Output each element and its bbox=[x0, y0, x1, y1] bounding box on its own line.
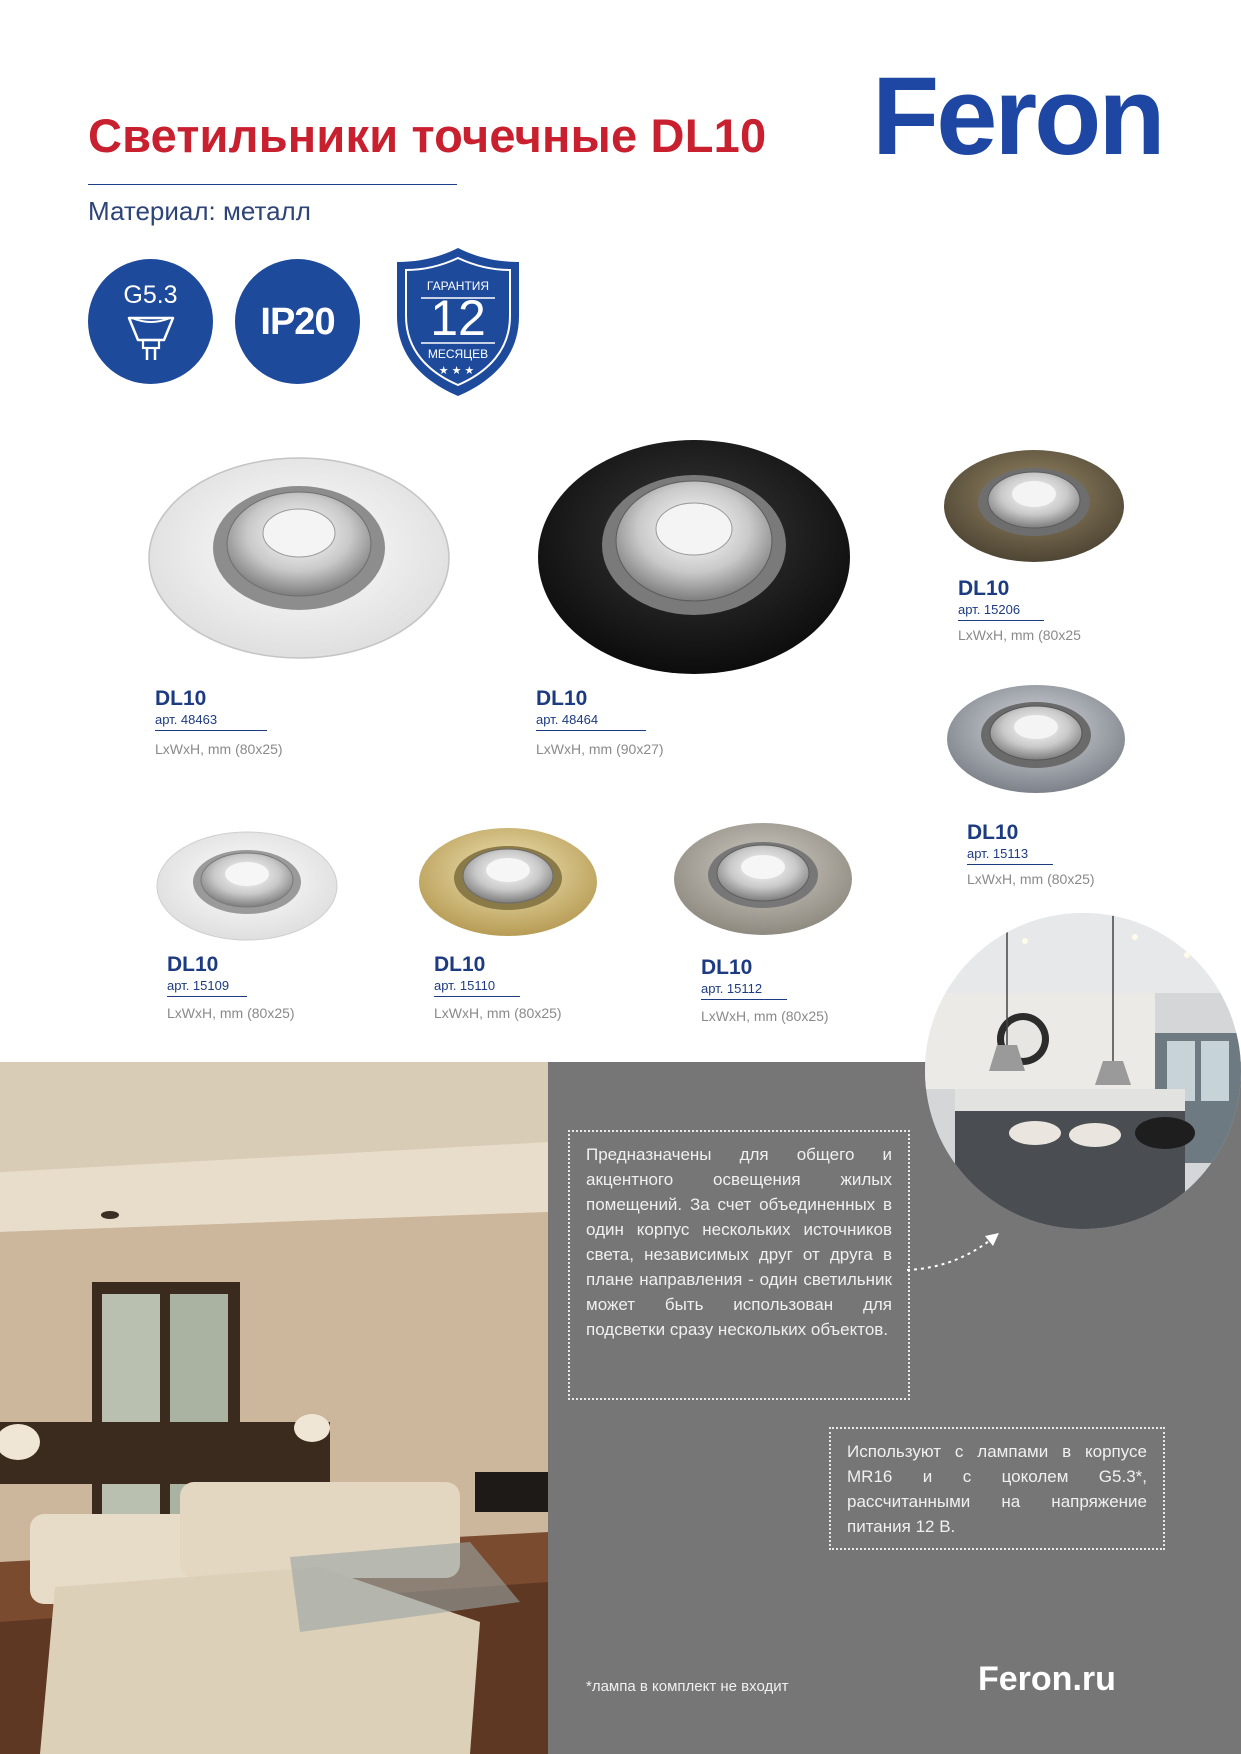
product-card bbox=[155, 688, 283, 757]
product-name: DL10 bbox=[434, 953, 486, 976]
warranty-stars: ★★★ bbox=[438, 365, 478, 377]
product-card bbox=[958, 578, 1081, 643]
product-dimensions: LxWxH, mm (80x25) bbox=[167, 1005, 295, 1021]
ip-rating-label: IP20 bbox=[260, 301, 335, 343]
warranty-months: 12 bbox=[430, 290, 486, 346]
kitchen-photo bbox=[925, 913, 1241, 1229]
ip-rating-badge bbox=[235, 259, 360, 384]
product-article: арт. 15206 bbox=[958, 602, 1044, 621]
warranty-label: ГАРАНТИЯ bbox=[426, 279, 490, 293]
product-article: арт. 15109 bbox=[167, 978, 247, 997]
lamp-requirements: Используют с лампами в корпусе MR16 и с цоколем G5.3*, рассчитанными на напряжение питания 12 В. bbox=[829, 1427, 1165, 1550]
material-label: Материал: металл bbox=[88, 196, 311, 226]
product-dimensions: LxWxH, mm (80x25 bbox=[958, 627, 1081, 643]
page-title: Светильники точечные DL10 bbox=[88, 109, 767, 162]
product-dimensions: LxWxH, mm (80x25) bbox=[701, 1008, 829, 1024]
fixture-bronze-small bbox=[942, 448, 1127, 566]
product-dimensions: LxWxH, mm (80x25) bbox=[155, 741, 283, 757]
product-article: арт. 15112 bbox=[701, 981, 787, 1000]
fixture-gold-small bbox=[417, 825, 599, 939]
product-name: DL10 bbox=[155, 687, 207, 710]
pointer-arrow-icon bbox=[905, 1228, 1005, 1278]
product-article: арт. 48463 bbox=[155, 712, 267, 731]
product-name: DL10 bbox=[167, 953, 219, 976]
product-article: арт. 15110 bbox=[434, 978, 520, 997]
product-card bbox=[434, 954, 562, 1021]
product-name: DL10 bbox=[958, 577, 1010, 600]
socket-badge bbox=[88, 259, 213, 384]
product-name: DL10 bbox=[536, 687, 588, 710]
warranty-unit: МЕСЯЦЕВ bbox=[427, 347, 489, 361]
fixture-white-large bbox=[146, 448, 453, 680]
product-card bbox=[967, 822, 1095, 887]
product-name: DL10 bbox=[701, 956, 753, 979]
product-article: арт. 48464 bbox=[536, 712, 646, 731]
brand-logo: Feron bbox=[872, 55, 1163, 178]
fixture-chrome-small bbox=[945, 683, 1128, 795]
warranty-badge bbox=[393, 246, 523, 398]
living-room-photo bbox=[0, 1062, 548, 1754]
product-dimensions: LxWxH, mm (90x27) bbox=[536, 741, 664, 757]
product-card bbox=[167, 954, 295, 1021]
product-name: DL10 bbox=[967, 821, 1019, 844]
website-link[interactable]: Feron.ru bbox=[978, 1660, 1116, 1698]
product-card bbox=[701, 957, 829, 1024]
socket-label: G5.3 bbox=[123, 281, 178, 309]
fixture-white-small bbox=[155, 829, 339, 943]
purpose-description: Предназначены для общего и акцентного освещения жилых помещений. За счет объединенных в один корпус нескольких источников света, независимых друг от друга в плане направления - один светильник может быть использован для подсветки сразу нескольких объектов. bbox=[568, 1130, 910, 1400]
mr16-lamp-icon bbox=[126, 314, 176, 370]
title-underline bbox=[88, 184, 457, 185]
product-article: арт. 15113 bbox=[967, 846, 1053, 865]
product-card bbox=[536, 688, 664, 757]
product-dimensions: LxWxH, mm (80x25) bbox=[434, 1005, 562, 1021]
fixture-satin-chrome-small bbox=[672, 820, 854, 938]
footnote: *лампа в комплект не входит bbox=[586, 1678, 789, 1695]
fixture-black-large bbox=[537, 437, 852, 677]
product-dimensions: LxWxH, mm (80x25) bbox=[967, 871, 1095, 887]
